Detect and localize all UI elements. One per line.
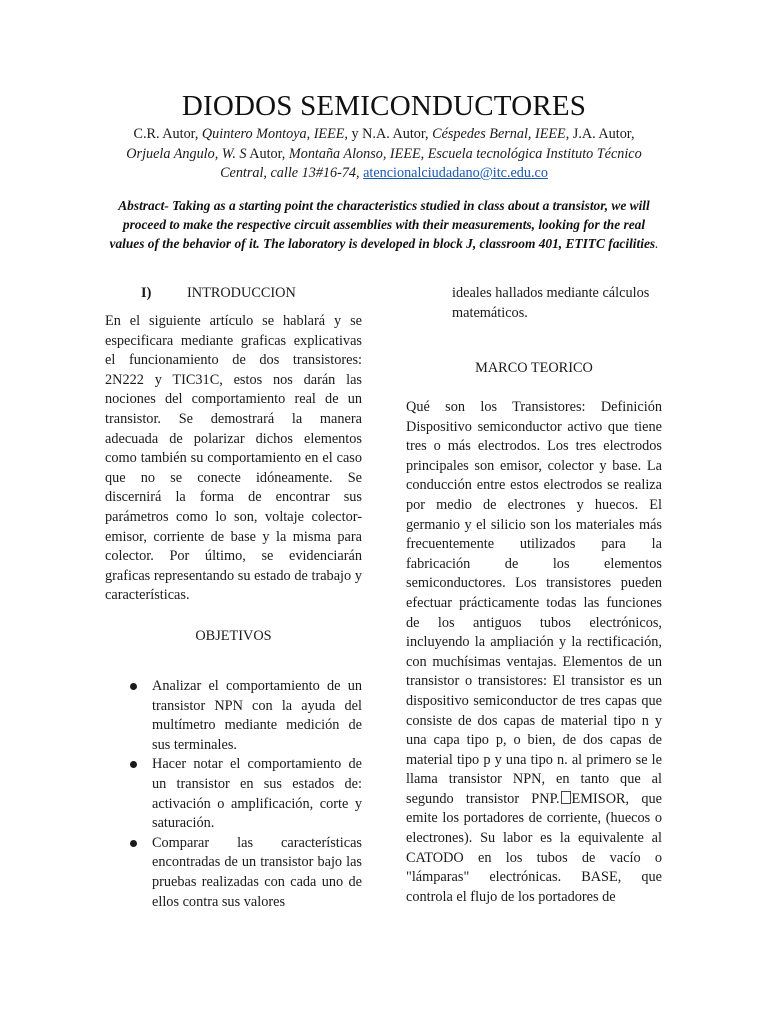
intro-paragraph: En el siguiente artículo se hablará y se especificara mediante graficas explicativas el funcionamiento de dos transistores: 2N222 y TIC31C, estos nos darán las nociones del comportamiento real de un transistor. Se demostrará la manera adecuada de polarizar dichos elementos como también su comportamiento en el caso que no se conecte idóneamente. Se discernirá la forma de encontrar sus parámetros como lo son, voltaje colector-emisor, corriente de base y la misma para colector. Por último, se evidenciarán graficas representando su estado de trabajo y características. xyxy=(105,313,362,604)
bullet-icon xyxy=(130,761,137,768)
list-item xyxy=(105,834,362,912)
section-heading-marco-teorico: MARCO TEORICO xyxy=(475,360,593,376)
list-item xyxy=(105,755,362,833)
author-text-3: J.A. Autor, xyxy=(569,126,635,142)
section-title: INTRODUCCION xyxy=(187,285,296,301)
marco-teorico-paragraph xyxy=(406,398,662,907)
abstract-period: . xyxy=(655,236,659,251)
marco-text-a: Qué son los Transistores: Definición Dispositivo semiconductor activo que tiene tres o más electrodos. Los tres electrodos principales son emisor, colector y base. La conducción entre estos electrodos se realiza por medio de electrones y huecos. El germanio y el silicio son los materiales más frecuentemente utilizados para la fabricación de los elementos semiconductores. Los transistores pueden efectuar prácticamente todas las funciones de los antiguos tubos electrónicos, incluyendo la ampliación y la rectificación, con muchísimas ventajas. Elementos de un transistor o transistores: El transistor es un dispositivo semiconductor de tres capas que consiste de dos capas de material tipo n y una capa tipo p, o bien, de dos capas de material tipo p y una tipo n. al primero se le llama transistor NPN, en tanto que al segundo transistor PNP. xyxy=(406,399,662,807)
abstract-text: Abstract- Taking as a starting point the characteristics studied in class about a transistor, we will proceed to make the respective circuit assemblies with their measurements, looking for the real values of the behavior of it. The laboratory is developed in block J, classroom 401, ETITC facilities xyxy=(109,198,656,251)
section-heading-introduccion xyxy=(105,284,362,304)
objective-continuation: ideales hallados mediante cálculos matemáticos. xyxy=(452,285,650,321)
author-block xyxy=(112,125,656,184)
abstract xyxy=(104,196,664,253)
author-text-1: C.R. Autor, xyxy=(133,126,202,142)
author-text-4: Autor, xyxy=(246,145,289,162)
section-heading-objetivos: OBJETIVOS xyxy=(195,628,272,644)
objective-text: Comparar las características encontradas de un transistor bajo las pruebas realizadas con cada uno de ellos contra sus valores xyxy=(152,834,362,910)
list-item xyxy=(105,677,362,755)
author-affiliation-2: Céspedes Bernal, IEEE, xyxy=(432,126,570,142)
paper-title: DIODOS SEMICONDUCTORES xyxy=(181,90,587,122)
missing-glyph-icon xyxy=(561,791,571,804)
bullet-icon xyxy=(130,683,137,690)
objective-text: Hacer notar el comportamiento de un transistor en sus estados de: activación o amplificación, corte y saturación. xyxy=(152,756,362,832)
objectives-list xyxy=(105,677,362,912)
author-text-2: y N.A. Autor, xyxy=(347,126,433,142)
author-affiliation-1: Quintero Montoya, IEEE, xyxy=(201,126,348,142)
marco-text-b: EMISOR, que emite los portadores de corriente, (huecos o electrones). Su labor es la equivalente al CATODO en los tubos de vacío o "lámparas" electrónicas. BASE, que controla el flujo de los portadores de xyxy=(406,790,662,905)
contact-email-link[interactable]: atencionalciudadano@itc.edu.co xyxy=(363,165,548,181)
author-affiliation-4: Montaña Alonso, IEEE, Escuela tecnológica Instituto Técnico Central, calle 13#16-74, xyxy=(220,145,642,181)
section-number: I) xyxy=(141,285,152,301)
objective-text: Analizar el comportamiento de un transistor NPN con la ayuda del multímetro mediante medición de sus terminales. xyxy=(152,678,362,753)
bullet-icon xyxy=(130,840,137,847)
author-affiliation-3: Orjuela Angulo, W. S xyxy=(126,145,247,162)
